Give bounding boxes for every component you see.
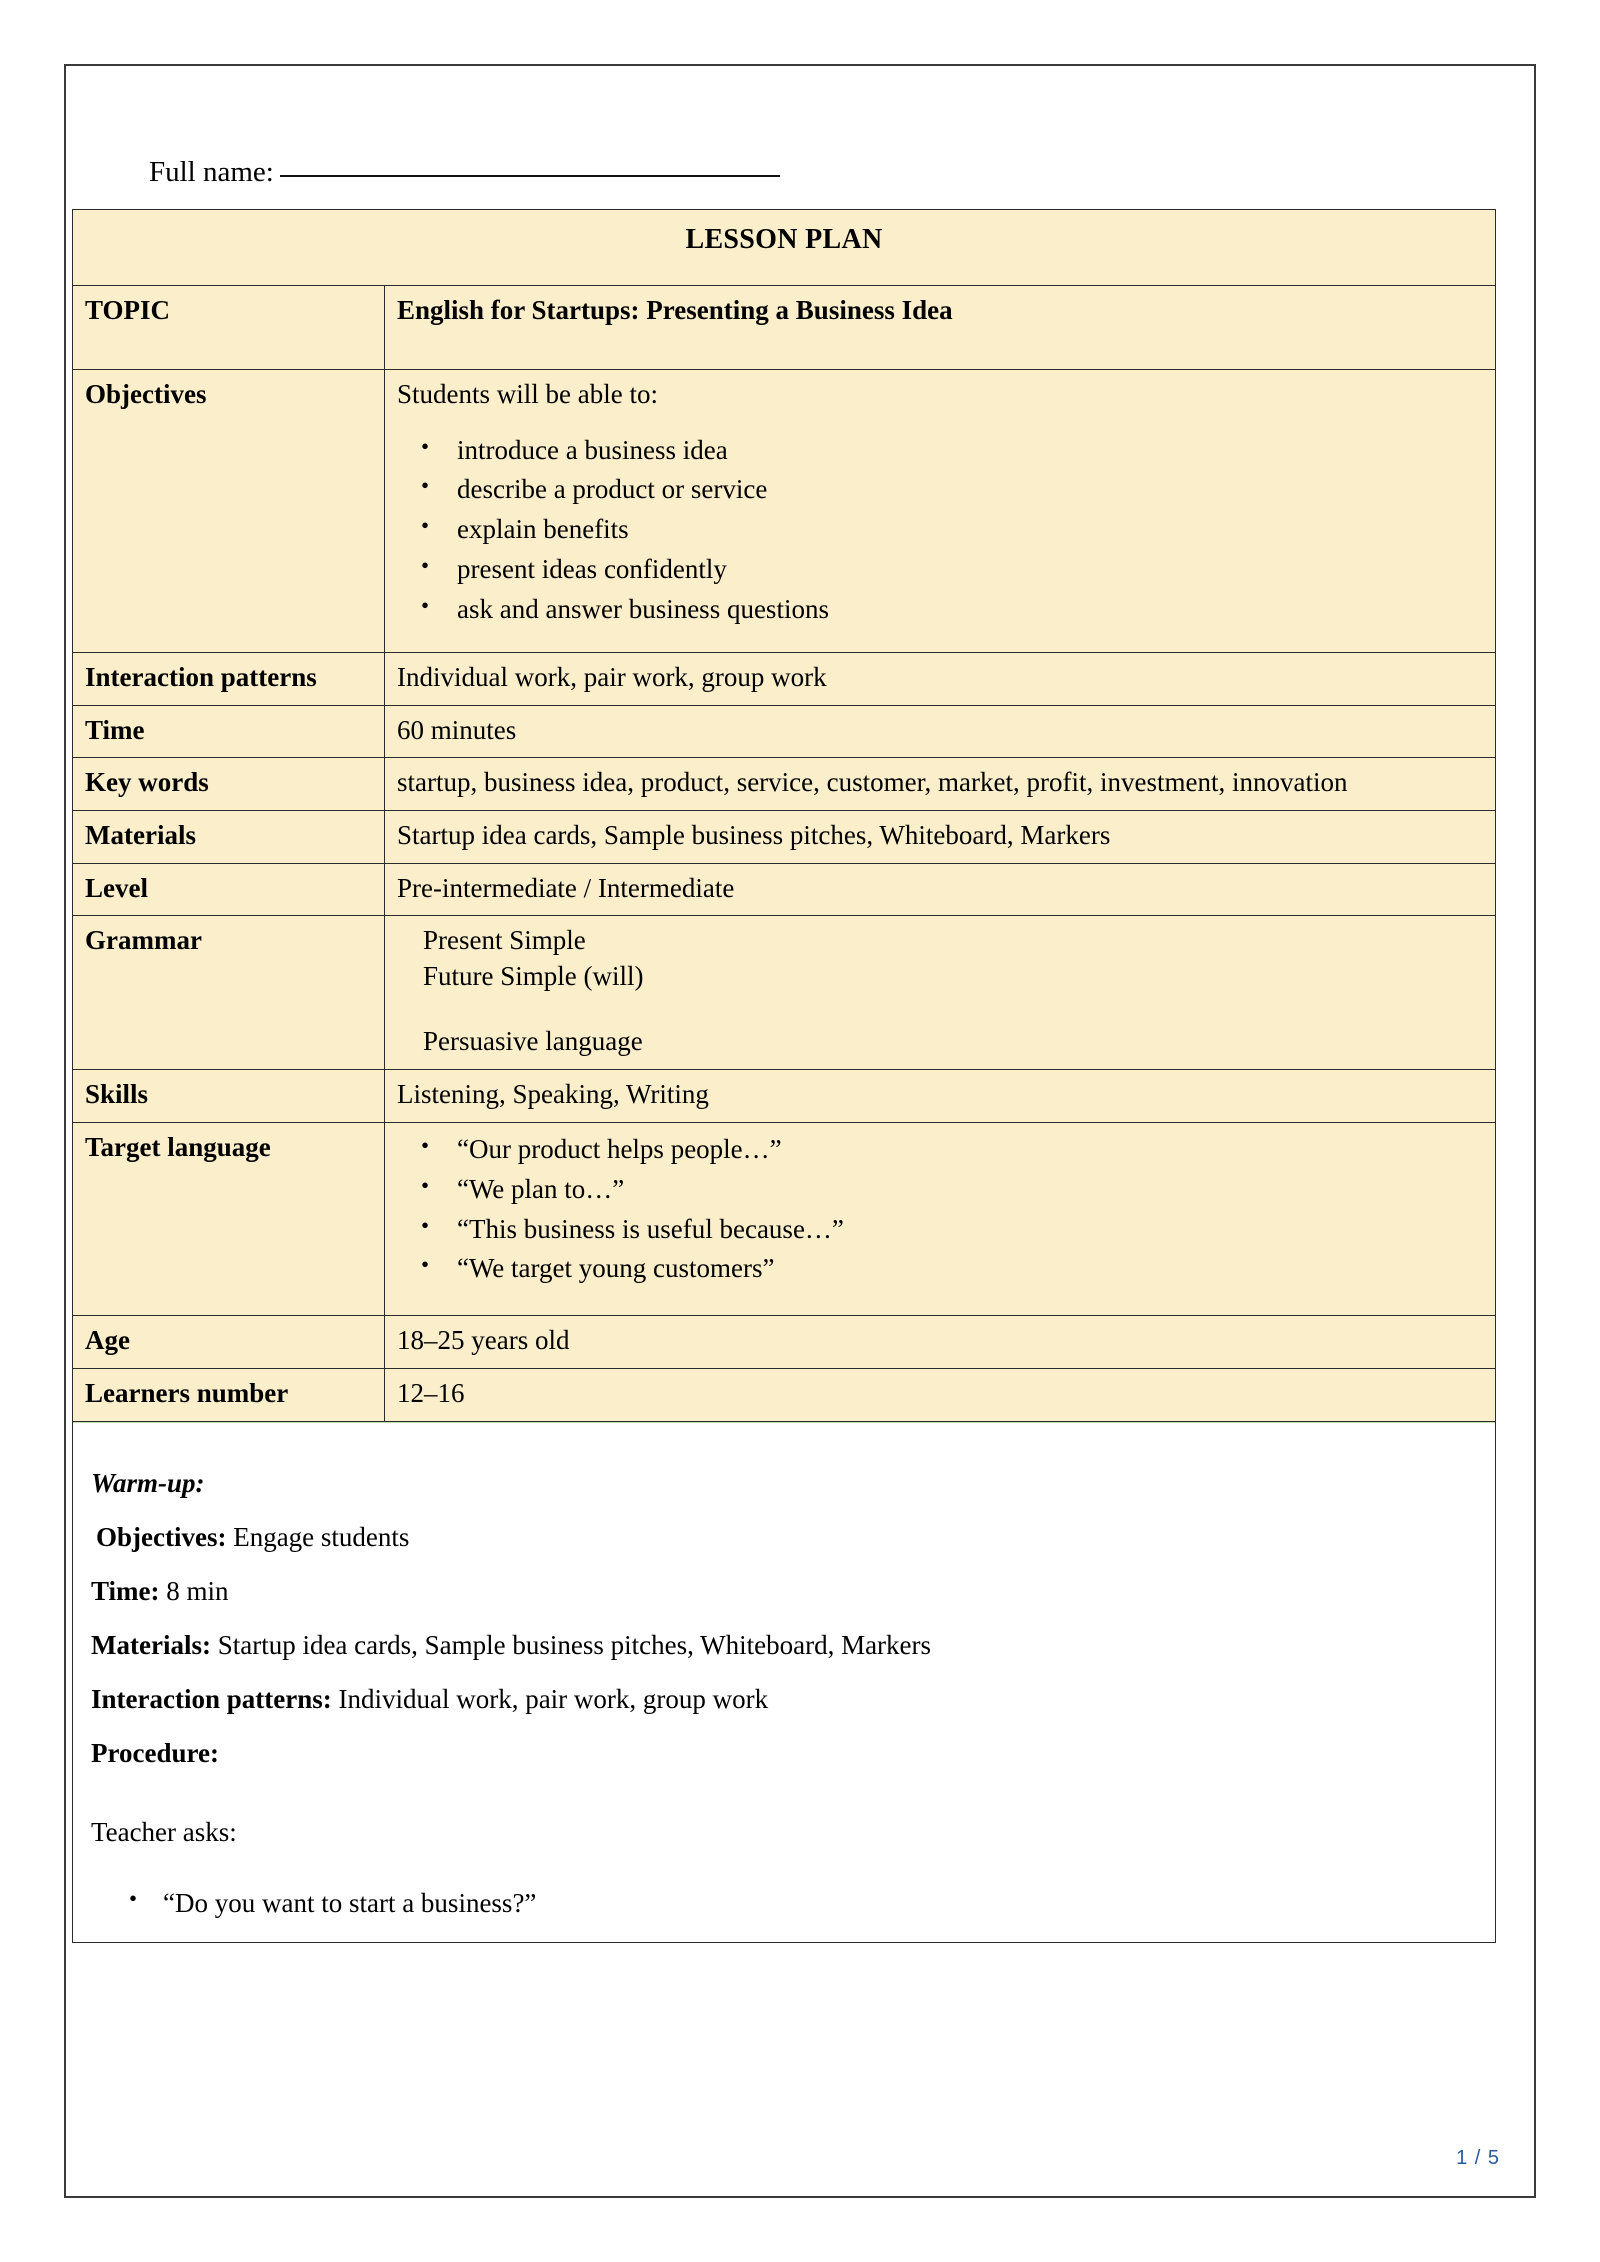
- row-value-age: 18–25 years old: [385, 1316, 1496, 1369]
- row-value-learners-number: 12–16: [385, 1368, 1496, 1421]
- list-item: • explain benefits: [455, 512, 1483, 552]
- objectives-list: [397, 433, 1483, 633]
- warmup-spacer: [91, 1780, 1477, 1806]
- row-label-age: Age: [73, 1316, 385, 1369]
- row-label-key-words: Key words: [73, 758, 385, 811]
- list-item: • introduce a business idea: [455, 433, 1483, 473]
- warmup-objectives-value: Engage students: [226, 1521, 410, 1552]
- warmup-teacher-asks: Teacher asks:: [91, 1817, 237, 1848]
- row-value-materials: Startup idea cards, Sample business pitches, Whiteboard, Markers: [385, 810, 1496, 863]
- warmup-interaction: [91, 1673, 1477, 1727]
- warmup-procedure: [91, 1727, 1477, 1781]
- warmup-time-label: Time:: [91, 1575, 160, 1606]
- row-value-grammar: [385, 916, 1496, 1070]
- table-row-learners-number: [73, 1368, 1496, 1421]
- target-language-list: [397, 1132, 1483, 1292]
- warmup-section: [72, 1423, 1496, 1943]
- row-value-level: Pre-intermediate / Intermediate: [385, 863, 1496, 916]
- row-value-target-language: [385, 1122, 1496, 1316]
- page-number: 1 / 5: [1456, 2147, 1500, 2169]
- row-label-grammar: Grammar: [73, 916, 385, 1070]
- row-value-key-words: startup, business idea, product, service, customer, market, profit, investment, innovation: [385, 758, 1496, 811]
- list-item: • “This business is useful because…”: [455, 1212, 1483, 1252]
- document-page: [64, 64, 1536, 2198]
- fullname-label: Full name:: [149, 156, 274, 188]
- warmup-objectives-label: Objectives:: [96, 1521, 227, 1552]
- row-label-skills: Skills: [73, 1070, 385, 1123]
- row-value-time: 60 minutes: [385, 705, 1496, 758]
- grammar-line-3: Persuasive language: [423, 1026, 643, 1057]
- row-label-materials: Materials: [73, 810, 385, 863]
- lesson-plan-table: [72, 209, 1496, 1500]
- row-label-level: Level: [73, 863, 385, 916]
- table-row-grammar: [73, 916, 1496, 1070]
- lesson-plan-title: LESSON PLAN: [73, 210, 1496, 286]
- warmup-objectives: [91, 1511, 1477, 1565]
- table-row-target-language: [73, 1122, 1496, 1316]
- warmup-interaction-value: Individual work, pair work, group work: [331, 1683, 769, 1714]
- row-label-target-language: Target language: [73, 1122, 385, 1316]
- row-value-interaction-patterns: Individual work, pair work, group work: [385, 653, 1496, 706]
- warmup-materials: [91, 1619, 1477, 1673]
- list-item: • “Our product helps people…”: [455, 1132, 1483, 1172]
- grammar-line-2: Future Simple (will): [423, 960, 644, 991]
- list-item: • “Do you want to start a business?”: [163, 1886, 1477, 1922]
- table-row-age: [73, 1316, 1496, 1369]
- fullname-blank-line[interactable]: [280, 175, 780, 177]
- table-row-time: [73, 705, 1496, 758]
- list-item: • “We target young customers”: [455, 1251, 1483, 1291]
- table-row-level: [73, 863, 1496, 916]
- warmup-time: [91, 1565, 1477, 1619]
- table-row-title: [73, 210, 1496, 286]
- list-item: • “We plan to…”: [455, 1172, 1483, 1212]
- list-item: • ask and answer business questions: [455, 592, 1483, 632]
- row-label-time: Time: [73, 705, 385, 758]
- row-label-learners-number: Learners number: [73, 1368, 385, 1421]
- grammar-spacer: [397, 994, 1483, 1024]
- row-label-topic: TOPIC: [73, 285, 385, 369]
- table-row-key-words: [73, 758, 1496, 811]
- row-label-objectives: Objectives: [73, 369, 385, 652]
- warmup-materials-value: Startup idea cards, Sample business pitches, Whiteboard, Markers: [210, 1629, 932, 1660]
- warmup-questions-list: [91, 1886, 1477, 1922]
- row-label-interaction-patterns: Interaction patterns: [73, 653, 385, 706]
- warmup-interaction-label: Interaction patterns:: [91, 1683, 332, 1714]
- objectives-intro: Students will be able to:: [397, 378, 658, 409]
- warmup-materials-label: Materials:: [91, 1629, 211, 1660]
- list-item: • present ideas confidently: [455, 552, 1483, 592]
- row-value-skills: Listening, Speaking, Writing: [385, 1070, 1496, 1123]
- warmup-procedure-label: Procedure:: [91, 1737, 219, 1768]
- warmup-time-value: 8 min: [159, 1575, 229, 1606]
- table-row-interaction-patterns: [73, 653, 1496, 706]
- fullname-field: [149, 158, 780, 187]
- table-row-topic: [73, 285, 1496, 369]
- warmup-heading: Warm-up:: [91, 1468, 205, 1498]
- table-row-objectives: [73, 369, 1496, 652]
- list-item: • describe a product or service: [455, 472, 1483, 512]
- row-value-objectives: [385, 369, 1496, 652]
- warmup-spacer-2: [91, 1860, 1477, 1886]
- table-row-skills: [73, 1070, 1496, 1123]
- grammar-line-1: Present Simple: [423, 925, 586, 956]
- row-value-topic: English for Startups: Presenting a Business Idea: [385, 285, 1496, 369]
- table-row-materials: [73, 810, 1496, 863]
